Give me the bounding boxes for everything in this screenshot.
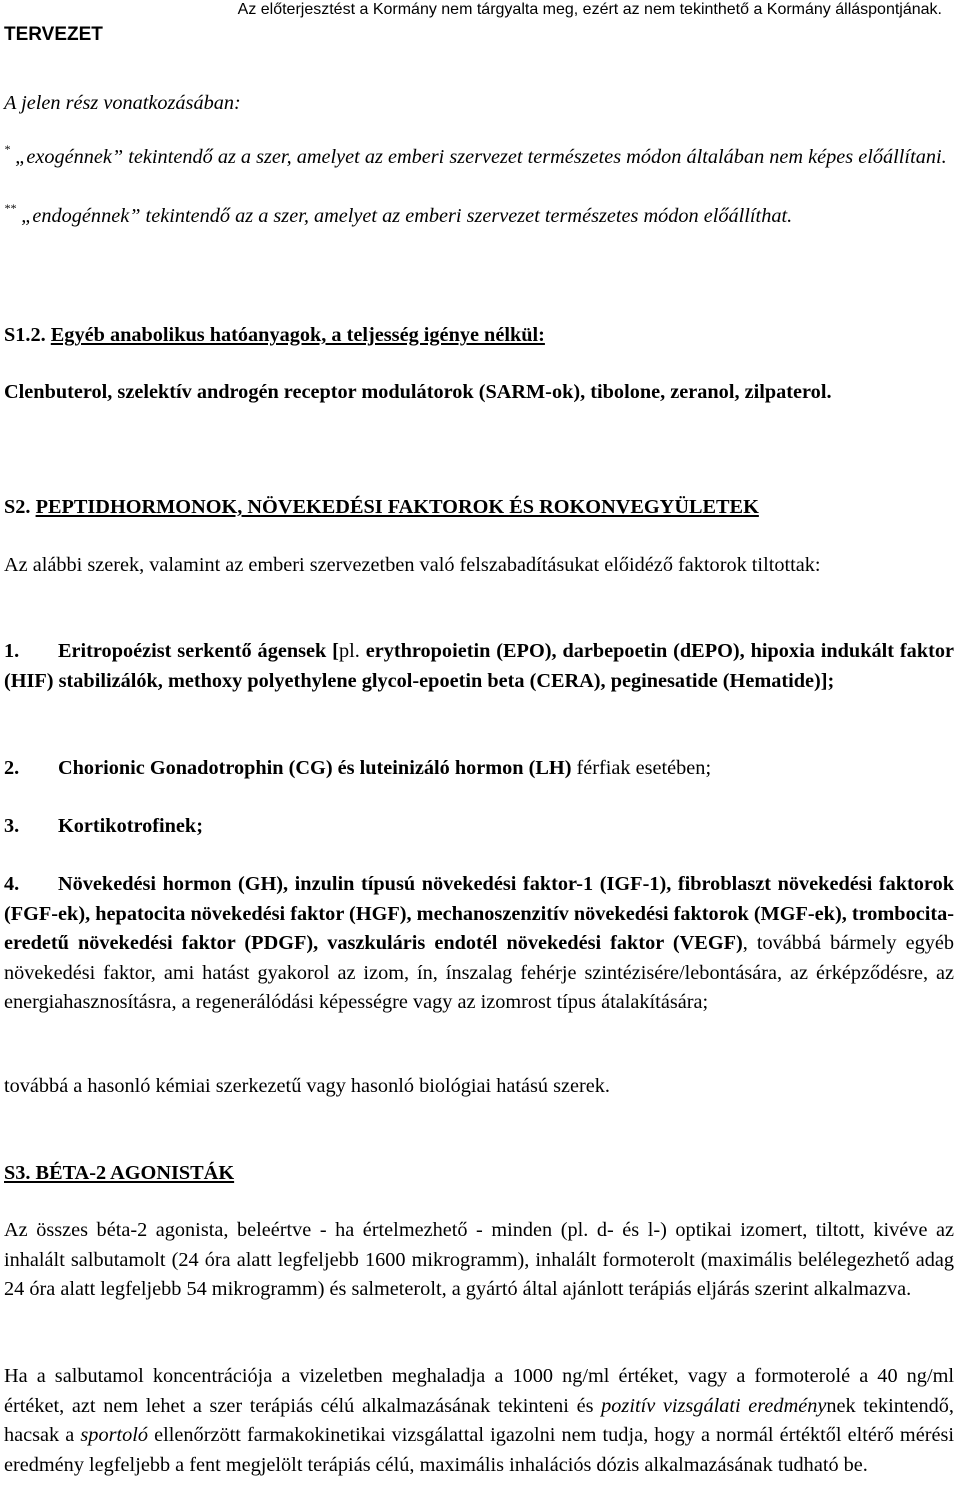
- list-item-3: [4, 812, 954, 842]
- section-title: PEPTIDHORMONOK, NÖVEKEDÉSI FAKTOROK ÉS ROKONVEGYÜLETEK: [35, 496, 759, 518]
- item-number: 4.: [4, 873, 20, 895]
- para-text: ellenőrzött farmakokinetikai vizsgálattal igazolni nem tudja, hogy a normál értéktől eltérő mérési eredmény legfeljebb a fent megjelölt terápiás célú, maximális inhalációs dózis alkalmazásának tudható be.: [4, 1424, 954, 1476]
- item-number: 2.: [4, 757, 20, 779]
- section-s1-2-body: Clenbuterol, szelektív androgén receptor modulátorok (SARM-ok), tibolone, zeranol, zilpaterol.: [4, 381, 832, 403]
- section-s3-para2: [4, 1362, 954, 1480]
- definition-exogenous: [4, 143, 954, 173]
- draft-label: TERVEZET: [4, 24, 103, 45]
- item-text: pl.: [338, 640, 366, 662]
- para-text-italic: pozitív vizsgálati eredmény: [601, 1394, 827, 1417]
- definition-text: „exogénnek” tekintendő az a szer, amelyet az emberi szervezet természetes módon általában nem képes előállítani.: [15, 146, 947, 168]
- para-text: nek tekintendő, hacsak a: [4, 1394, 954, 1446]
- item-text: férfiak esetében;: [571, 757, 712, 779]
- para-text: Ha a salbutamol koncentrációja a vizeletben meghaladja a 1000 ng/ml értéket, vagy a formoterolé a 40 ng/ml értéket, azt nem lehet a szer terápiás célú alkalmazásának tekinteni és: [4, 1365, 954, 1417]
- section-number: S1.2.: [4, 324, 46, 346]
- item-text-bold: Kortikotrofinek;: [58, 815, 203, 837]
- definitions-intro: A jelen rész vonatkozásában:: [4, 92, 241, 114]
- section-s2-closing: továbbá a hasonló kémiai szerkezetű vagy hasonló biológiai hatású szerek.: [4, 1075, 610, 1097]
- list-item-4: [4, 870, 954, 1018]
- section-title: Egyéb anabolikus hatóanyagok, a teljesség igénye nélkül:: [50, 324, 545, 346]
- item-text: , továbbá bármely egyéb növekedési faktor, ami hatást gyakorol az izom, ín, ínszalag fehérje szintézisére/lebontására, az érképződésre, az energiahasznosításra, a regenerálódási képességre vagy az izomrost típus átalakítására;: [4, 932, 954, 1013]
- item-text-bold: Chorionic Gonadotrophin (CG) és luteinizáló hormon (LH): [58, 757, 572, 779]
- section-s1-2-heading: [4, 321, 954, 351]
- section-s3-para1: Az összes béta-2 agonista, beleértve - ha értelmezhető - minden (pl. d- és l-) optikai izomert, tiltott, kivéve az inhalált salbutamolt (24 óra alatt legfeljebb 1600 mikrogramm), inhalált formoterolt (maximális belélegezhető adag 24 óra alatt legfeljebb 54 mikrogramm) és salmeterolt, a gyártó által ajánlott terápiás eljárás szerint alkalmazva.: [4, 1219, 954, 1300]
- section-number: S2.: [4, 496, 31, 518]
- footnote-mark: **: [4, 201, 16, 215]
- section-s3-heading: S3. BÉTA-2 AGONISTÁK: [4, 1162, 235, 1184]
- list-item-2: [4, 754, 954, 784]
- section-s2-heading: [4, 493, 954, 523]
- item-text-bold: Növekedési hormon (GH), inzulin típusú növekedési faktor-1 (IGF-1), fibroblaszt növekedési faktorok (FGF-ek), hepatocita növekedési faktor (HGF), mechanoszenzitív növekedési faktorok (MGF-ek), trombocita-eredetű növekedési faktor (PDGF), vaszkuláris endotél növekedési faktor (VEGF): [4, 873, 954, 954]
- item-number: 3.: [4, 815, 20, 837]
- para-text-italic: sportoló: [80, 1424, 149, 1446]
- item-number: 1.: [4, 640, 20, 662]
- item-text-bold: Eritropoézist serkentő ágensek [: [58, 640, 339, 662]
- header-notice: Az előterjesztést a Kormány nem tárgyalta meg, ezért az nem tekinthető a Kormány álláspontjának.: [237, 1, 942, 18]
- item-text-bold: erythropoietin (EPO), darbepoetin (dEPO), hipoxia indukált faktor (HIF) stabilizálók, methoxy polyethylene glycol-epoetin beta (CERA), peginesatide (Hematide)];: [4, 640, 954, 692]
- footnote-mark: *: [4, 142, 10, 156]
- list-item-1: [4, 637, 954, 696]
- definition-text: „endogénnek” tekintendő az a szer, amelyet az emberi szervezet természetes módon előállíthat.: [21, 205, 793, 227]
- section-s2-intro: Az alábbi szerek, valamint az emberi szervezetben való felszabadításukat előidéző faktorok tiltottak:: [4, 554, 821, 576]
- definition-endogenous: [4, 202, 954, 232]
